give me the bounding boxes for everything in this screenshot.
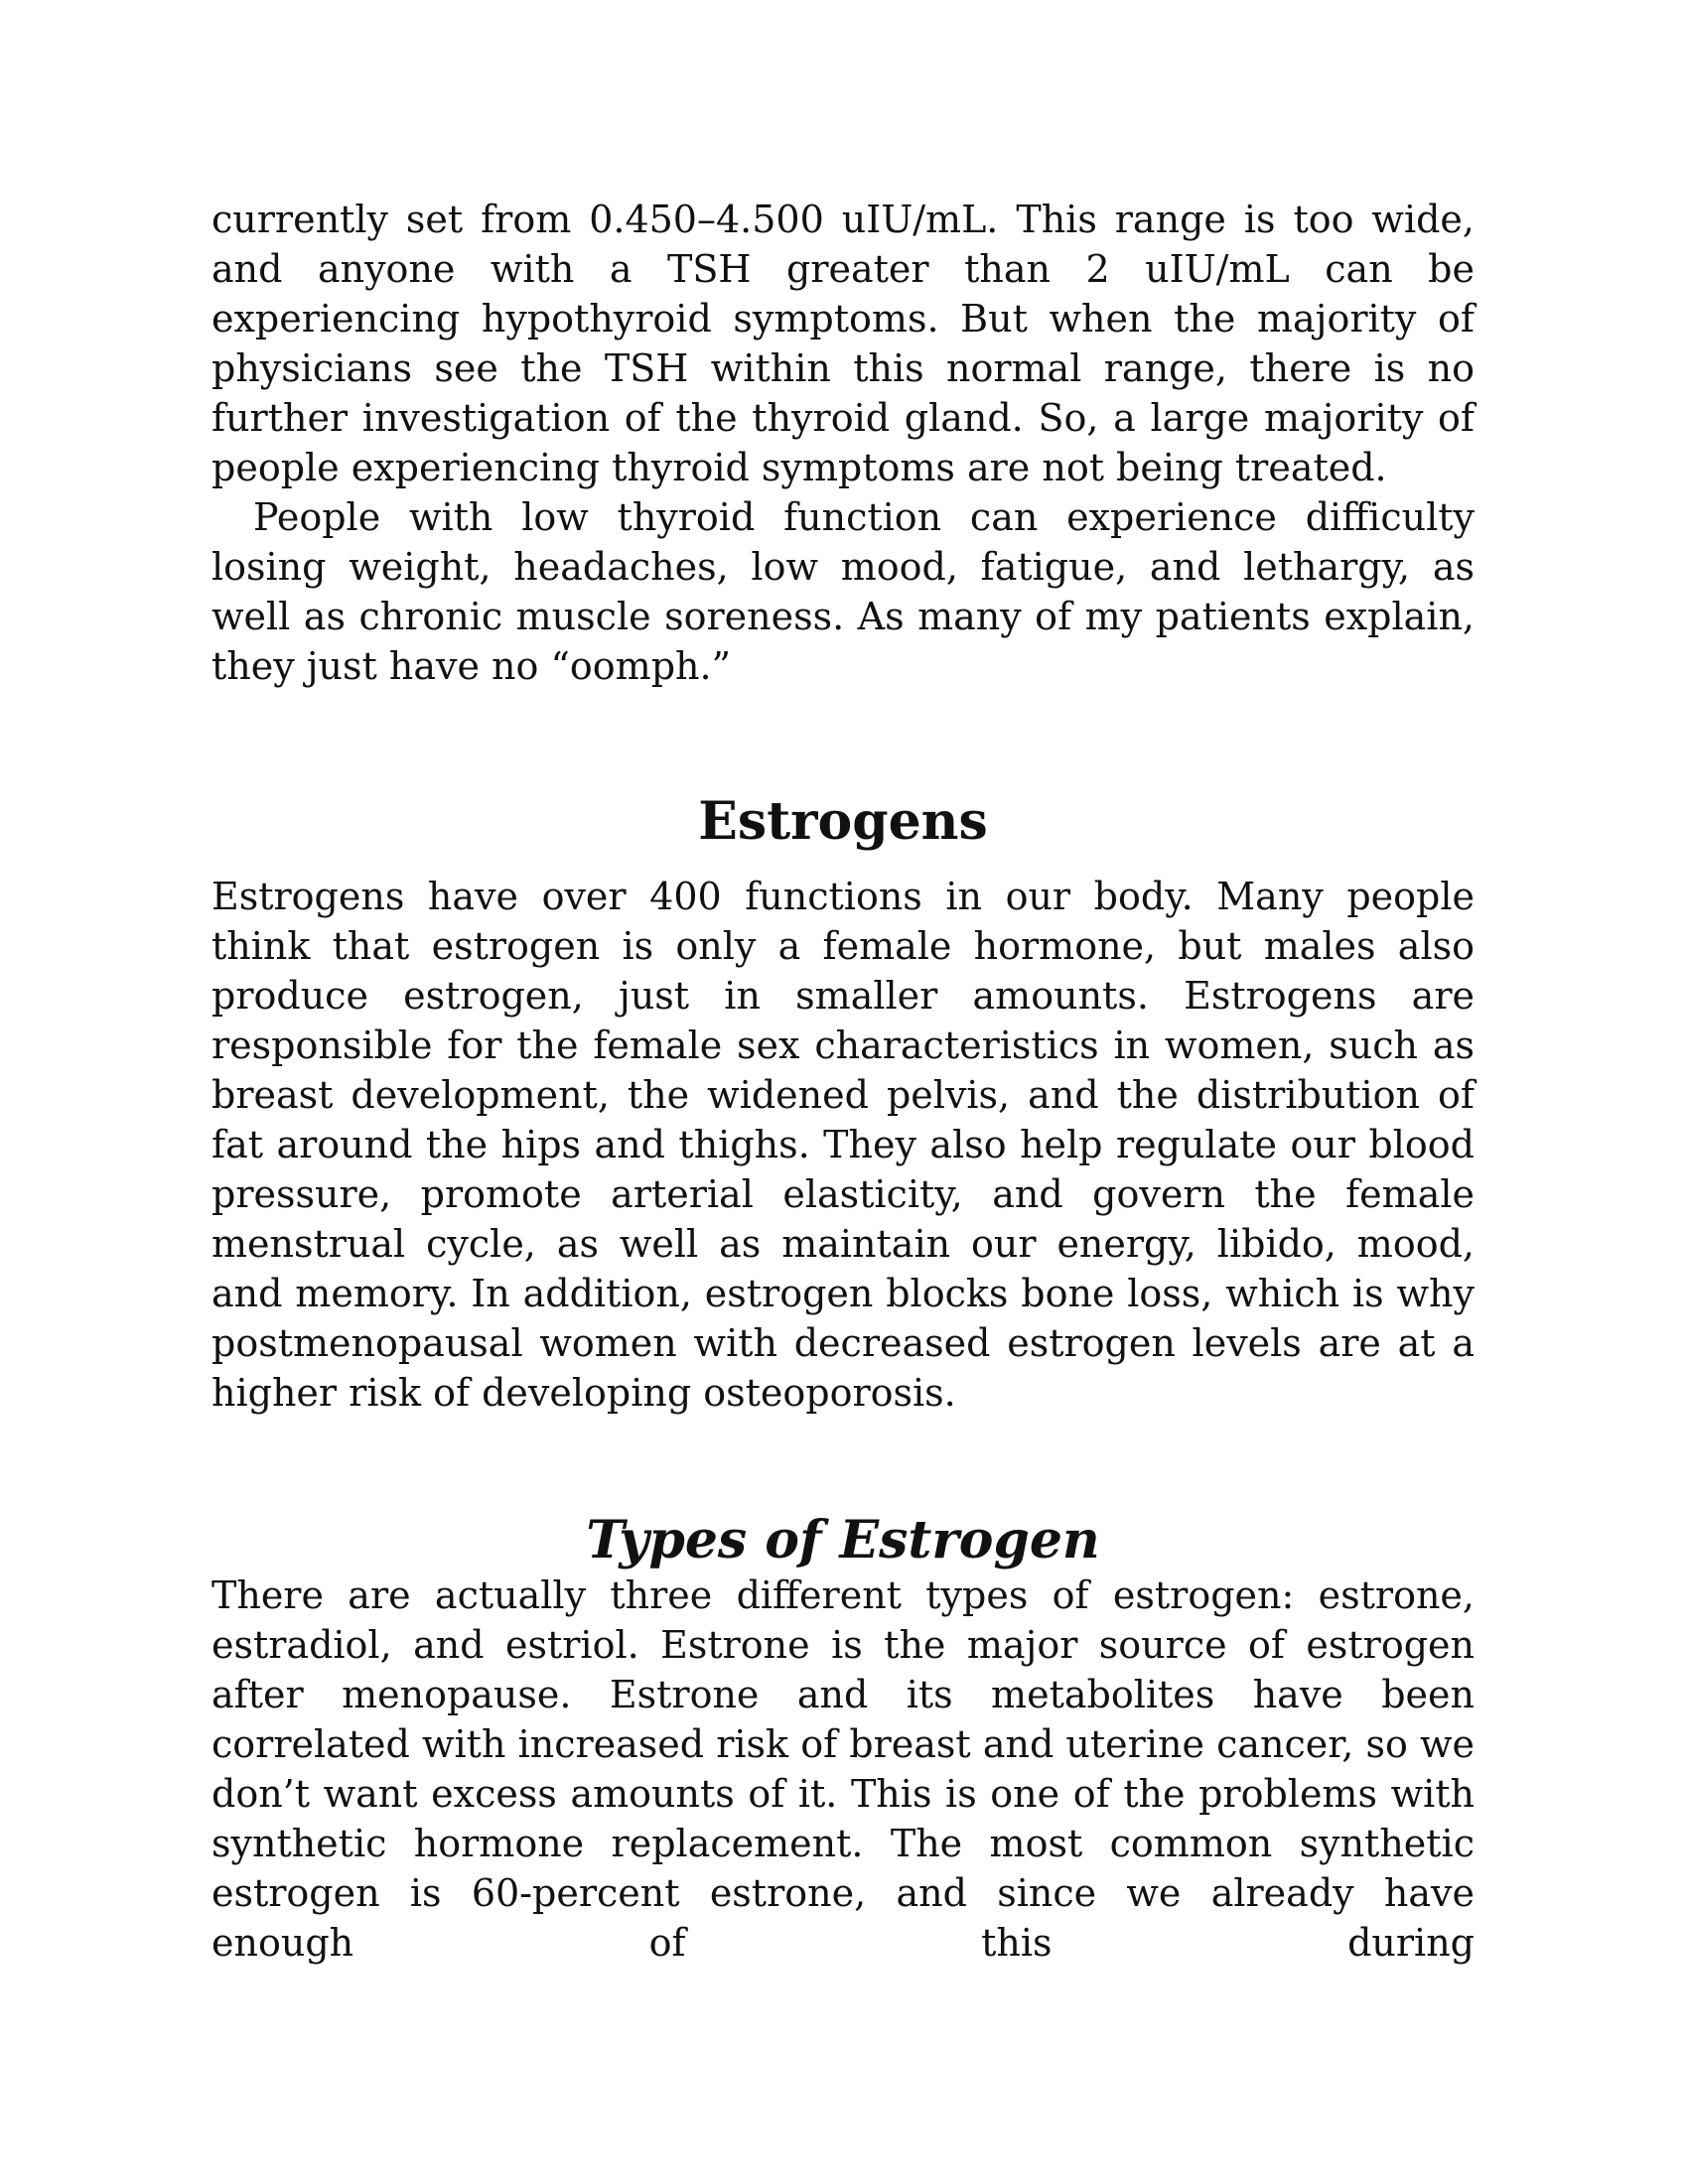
paragraph-types-of-estrogen: There are actually three different types of estrogen: estrone, estradiol, and estriol. Estrone is the major source of estrogen after menopause. Estrone and its metabolites have been correlated with increased risk of breast and uterine cancer, so we don’t want excess amounts of it. This is one of the problems with synthetic hormone replacement. The most common synthetic estrogen is 60-percent estrone, and since we already have enough of this during (211, 1573, 1475, 1965)
page-content (211, 195, 1475, 1968)
paragraph-low-thyroid: People with low thyroid function can experience difficulty losing weight, headaches, low mood, fatigue, and lethargy, as well as chronic muscle soreness. As many of my patients explain, they just have no “oomph.” (211, 495, 1475, 688)
paragraph-estrogens: Estrogens have over 400 functions in our body. Many people think that estrogen is only a female hormone, but males also produce estrogen, just in smaller amounts. Estrogens are responsible for the female sex characteristics in women, such as breast development, the widened pelvis, and the distribution of fat around the hips and thighs. They also help regulate our blood pressure, promote arterial elasticity, and govern the female menstrual cycle, as well as maintain our energy, libido, mood, and memory. In addition, estrogen blocks bone loss, which is why postmenopausal women with decreased estrogen levels are at a higher risk of developing osteoporosis. (211, 875, 1475, 1415)
heading-types-of-estrogen: Types of Estrogen (586, 1510, 1100, 1570)
paragraph-tsh-range: currently set from 0.450–4.500 uIU/mL. This range is too wide, and anyone with a TSH greater than 2 uIU/mL can be experiencing hypothyroid symptoms. But when the majority of physicians see the TSH within this normal range, there is no further investigation of the thyroid gland. So, a large majority of people experiencing thyroid symptoms are not being treated. (211, 198, 1475, 489)
heading-estrogens: Estrogens (698, 791, 988, 852)
